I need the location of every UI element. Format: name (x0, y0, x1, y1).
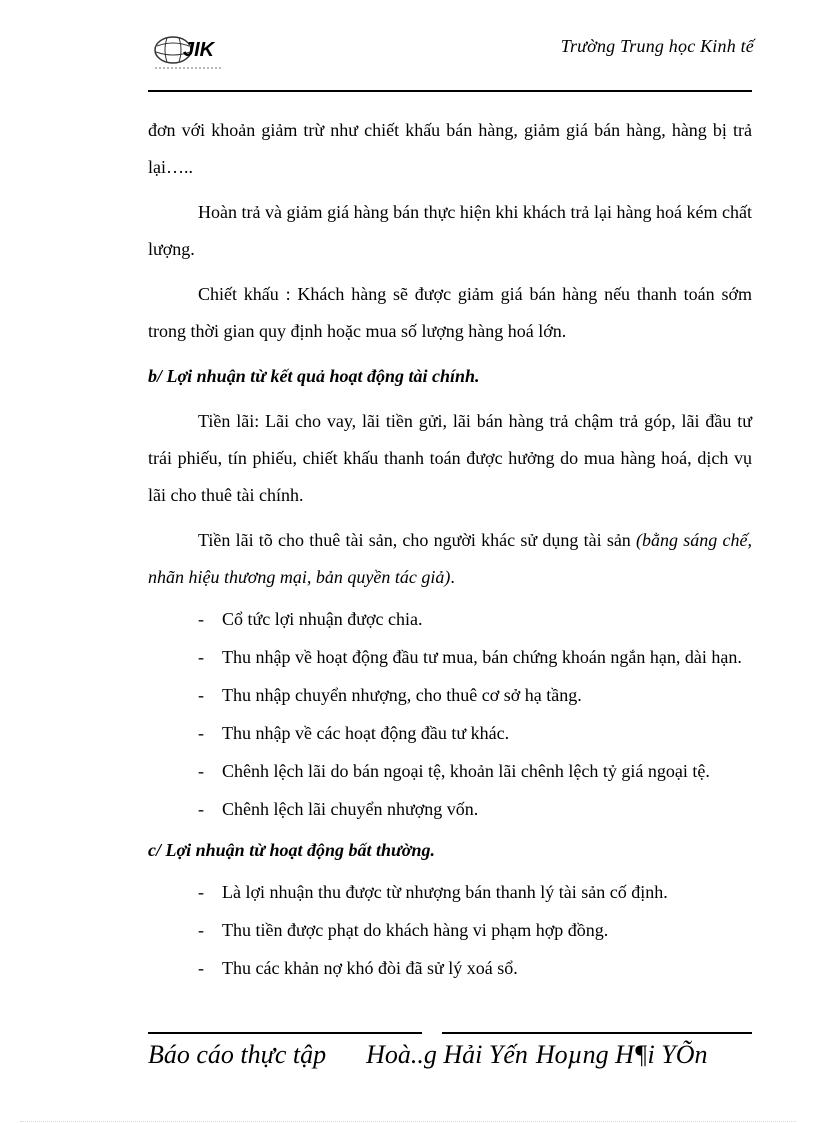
list-c (148, 877, 752, 983)
list-item: - Thu tiền được phạt do khách hàng vi phạm hợp đồng. (148, 915, 752, 945)
dash-bullet: - (198, 761, 204, 781)
dash-bullet: - (198, 799, 204, 819)
paragraph-5-text: Tiền lãi tõ cho thuê tài sản, cho người khác sử dụng tài sản (198, 530, 637, 550)
footer-divider-right (442, 1032, 752, 1034)
dash-bullet: - (198, 685, 204, 705)
footer-report-title: Báo cáo thực tập (148, 1040, 327, 1069)
list-item: - Thu nhập chuyển nhượng, cho thuê cơ sở hạ tầng. (148, 680, 752, 710)
dash-bullet: - (198, 882, 204, 902)
footer-author-garbled: Hoµng H¶i YÕn (535, 1040, 708, 1069)
list-item: - Thu nhập về các hoạt động đầu tư khác. (148, 718, 752, 748)
list-b (148, 604, 752, 824)
logo-text: JIK (183, 39, 215, 61)
paragraph-5 (148, 522, 752, 596)
school-name: Trường Trung học Kinh tế (560, 36, 754, 56)
page-edge-dotted-line (20, 1121, 796, 1122)
list-item: - Thu các khản nợ khó đòi đã sử lý xoá sổ. (148, 953, 752, 983)
header-divider (148, 90, 752, 92)
footer-author: Hoà..g Hải Yến (366, 1040, 528, 1069)
paragraph-4: Tiền lãi: Lãi cho vay, lãi tiền gửi, lãi bán hàng trả chậm trả góp, lãi đầu tư trái phiếu, tín phiếu, chiết khấu thanh toán được hưởng do mua hàng hoá, dịch vụ lãi cho thuê tài chính. (148, 411, 752, 505)
dash-bullet: - (198, 723, 204, 743)
school-logo (153, 30, 223, 74)
dash-bullet: - (198, 609, 204, 629)
list-item: - Chênh lệch lãi do bán ngoại tệ, khoản lãi chênh lệch tỷ giá ngoại tệ. (148, 756, 752, 786)
paragraph-5-italic: (bằng sáng chế, nhãn hiệu thương mại, bản quyền tác giả) (148, 530, 752, 587)
document-body (148, 112, 752, 991)
heading-b: b/ Lợi nhuận từ kết quả hoạt động tài chính. (148, 366, 480, 386)
page-footer (148, 1040, 707, 1070)
list-item: - Cổ tức lợi nhuận được chia. (148, 604, 752, 634)
list-item: - Chênh lệch lãi chuyển nhượng vốn. (148, 794, 752, 824)
dash-bullet: - (198, 647, 204, 667)
list-item: - Là lợi nhuận thu được từ nhượng bán thanh lý tài sản cố định. (148, 877, 752, 907)
dash-bullet: - (198, 958, 204, 978)
footer-divider-left (148, 1032, 422, 1034)
paragraph-5-end: . (450, 567, 455, 587)
list-item: - Thu nhập về hoạt động đầu tư mua, bán chứng khoán ngắn hạn, dài hạn. (148, 642, 752, 672)
dash-bullet: - (198, 920, 204, 940)
paragraph-2: Hoàn trả và giảm giá hàng bán thực hiện khi khách trả lại hàng hoá kém chất lượng. (148, 202, 752, 259)
paragraph-3: Chiết khấu : Khách hàng sẽ được giảm giá bán hàng nếu thanh toán sớm trong thời gian quy định hoặc mua số lượng hàng hoá lớn. (148, 284, 752, 341)
paragraph-1: đơn với khoản giảm trừ như chiết khấu bán hàng, giảm giá bán hàng, hàng bị trả lại….. (148, 120, 752, 177)
heading-c: c/ Lợi nhuận từ hoạt động bất thường. (148, 840, 435, 860)
